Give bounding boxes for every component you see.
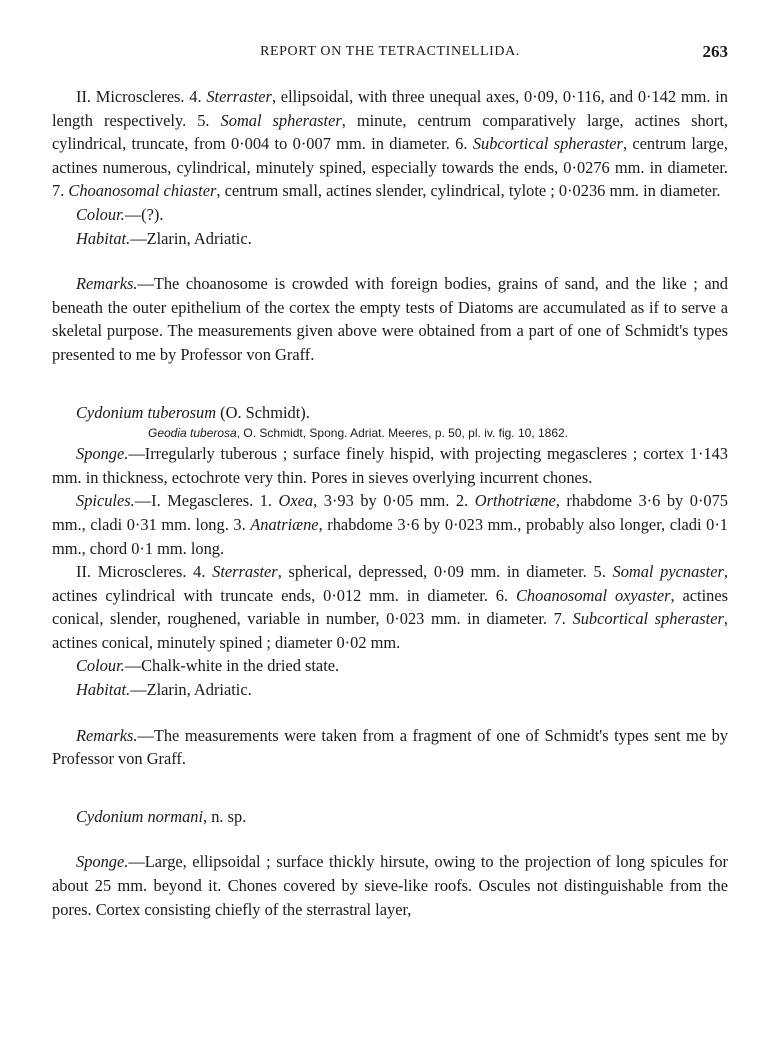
microscleres-paragraph-2: II. Microscleres. 4. Sterraster, spherical, depressed, 0·09 mm. in diameter. 5. Somal pycnaster, actines cylindrical with truncate ends, 0·012 mm. in diameter. 6. Choanosomal oxyaster, actines conical, slender, roughened, variable in number, 0·023 mm. in diameter. 7. Subcortical spheraster, actines conical, minutely spined ; diameter 0·02 mm. [52, 562, 728, 652]
page-body [52, 85, 728, 921]
running-header [52, 44, 728, 68]
species-heading-normani: Cydonium normani, n. sp. [76, 806, 247, 826]
sponge-paragraph-3: Sponge.—Large, ellipsoidal ; surface thickly hirsute, owing to the projection of long spicules for about 25 mm. beyond it. Chones covered by sieve-like roofs. Oscules not distinguishable from the pores. Cortex consisting chiefly of the sterrastral layer, [52, 852, 728, 919]
spicules-paragraph-2: Spicules.—I. Megascleres. 1. Oxea, 3·93 by 0·05 mm. 2. Orthotriæne, rhabdome 3·6 by 0·075 mm., cladi 0·31 mm. long. 3. Anatriæne, rhabdome 3·6 by 0·023 mm., probably also longer, cladi 0·1 mm., chord 0·1 mm. long. [52, 491, 728, 558]
remarks-paragraph-1: Remarks.—The choanosome is crowded with foreign bodies, grains of sand, and the like ; and beneath the outer epithelium of the cortex the empty tests of Diatoms are accumulated as if to serve a skeletal purpose. The measurements given above were obtained from a part of one of Schmidt's types presented to me by Professor von Graff. [52, 274, 728, 364]
running-title: REPORT ON THE TETRACTINELLIDA. [260, 44, 520, 59]
habitat-line-1: Habitat.—Zlarin, Adriatic. [76, 228, 252, 248]
synonymy-citation: Geodia tuberosa, O. Schmidt, Spong. Adriat. Meeres, p. 50, pl. iv. fig. 10, 1862. [148, 426, 569, 441]
page-number: 263 [702, 42, 728, 61]
microscleres-paragraph-1: II. Microscleres. 4. Sterraster, ellipsoidal, with three unequal axes, 0·09, 0·116, and 0·142 mm. in length respectively. 5. Somal spheraster, minute, centrum comparatively large, actines short, cylindrical, truncate, from 0·004 to 0·007 mm. in diameter. 6. Subcortical spheraster, centrum large, actines numerous, cylindrical, minutely spined, especially towards the ends, 0·0276 mm. in diameter. 7. Choanosomal chiaster, centrum small, actines slender, cylindrical, tylote ; 0·0236 mm. in diameter. [52, 87, 728, 201]
colour-line-2: Colour.—Chalk-white in the dried state. [76, 656, 340, 676]
species-heading-tuberosum: Cydonium tuberosum (O. Schmidt). [76, 402, 310, 422]
habitat-line-2: Habitat.—Zlarin, Adriatic. [76, 680, 252, 700]
remarks-paragraph-2: Remarks.—The measurements were taken from a fragment of one of Schmidt's types sent me by Professor von Graff. [52, 725, 728, 769]
sponge-paragraph-2: Sponge.—Irregularly tuberous ; surface finely hispid, with projecting megascleres ; cortex 1·143 mm. in thickness, ectochrote very thin. Pores in sieves overlying incurrent chones. [52, 444, 728, 487]
colour-line-1: Colour.—(?). [76, 204, 164, 224]
